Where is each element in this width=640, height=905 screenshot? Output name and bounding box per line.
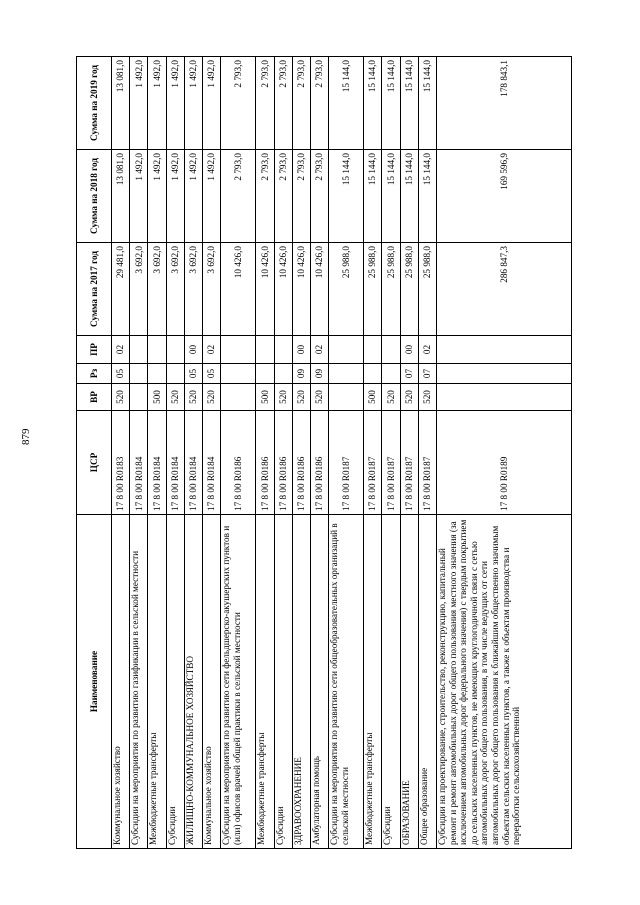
rotated-table-wrapper [76, 57, 572, 849]
cell-vr: 520 [203, 384, 221, 411]
cell-pr: 02 [311, 336, 329, 364]
cell-sum-2018: 15 144,0 [418, 150, 436, 243]
cell-sum-2017: 10 426,0 [292, 243, 310, 336]
cell-sum-2017: 3 692,0 [130, 243, 148, 336]
cell-sum-2019: 2 793,0 [311, 57, 329, 150]
cell-rz: 05 [112, 364, 130, 384]
cell-rz: 05 [203, 364, 221, 384]
cell-sum-2019: 15 144,0 [418, 57, 436, 150]
cell-sum-2017: 25 988,0 [400, 243, 418, 336]
table-row [148, 57, 166, 849]
cell-sum-2017: 25 988,0 [418, 243, 436, 336]
cell-pr [274, 336, 292, 364]
cell-rz [166, 364, 184, 384]
table-row [203, 57, 221, 849]
page-number: 879 [20, 428, 32, 445]
cell-pr [130, 336, 148, 364]
cell-sum-2018: 1 492,0 [203, 150, 221, 243]
cell-rz [130, 364, 148, 384]
cell-csr: 17 8 00 R0189 [437, 411, 572, 515]
cell-sum-2019: 15 144,0 [382, 57, 400, 150]
cell-csr: 17 8 00 R0184 [166, 411, 184, 515]
cell-rz: 09 [311, 364, 329, 384]
cell-sum-2018: 1 492,0 [130, 150, 148, 243]
cell-sum-2018: 2 793,0 [292, 150, 310, 243]
cell-rz: 05 [184, 364, 202, 384]
cell-sum-2019: 15 144,0 [364, 57, 382, 150]
cell-vr: 520 [274, 384, 292, 411]
cell-rz [437, 364, 572, 384]
cell-name: ЖИЛИЩНО-КОММУНАЛЬНОЕ ХОЗЯЙСТВО [184, 515, 202, 849]
cell-vr: 520 [382, 384, 400, 411]
table-row [329, 57, 364, 849]
cell-pr [382, 336, 400, 364]
header-sum-2017: Сумма на 2017 год [77, 243, 112, 336]
budget-table [76, 56, 572, 849]
cell-rz [274, 364, 292, 384]
cell-name: Коммунальное хозяйство [203, 515, 221, 849]
cell-pr [148, 336, 166, 364]
cell-sum-2018: 15 144,0 [329, 150, 364, 243]
cell-sum-2019: 1 492,0 [148, 57, 166, 150]
cell-sum-2017: 3 692,0 [166, 243, 184, 336]
cell-vr [221, 384, 256, 411]
cell-sum-2019: 1 492,0 [130, 57, 148, 150]
cell-vr [329, 384, 364, 411]
cell-sum-2017: 3 692,0 [203, 243, 221, 336]
cell-sum-2018: 2 793,0 [256, 150, 274, 243]
cell-csr: 17 8 00 R0186 [274, 411, 292, 515]
cell-csr: 17 8 00 R0183 [112, 411, 130, 515]
cell-sum-2018: 15 144,0 [400, 150, 418, 243]
cell-rz: 07 [400, 364, 418, 384]
table-row [112, 57, 130, 849]
cell-rz [382, 364, 400, 384]
table-row [166, 57, 184, 849]
cell-pr: 00 [184, 336, 202, 364]
cell-csr: 17 8 00 R0184 [130, 411, 148, 515]
cell-name: Субсидии [382, 515, 400, 849]
cell-sum-2019: 178 843,1 [437, 57, 572, 150]
cell-name: Межбюджетные трансферты [148, 515, 166, 849]
cell-csr: 17 8 00 R0186 [256, 411, 274, 515]
cell-name: Коммунальное хозяйство [112, 515, 130, 849]
table-row [256, 57, 274, 849]
cell-csr: 17 8 00 R0186 [292, 411, 310, 515]
cell-sum-2017: 3 692,0 [148, 243, 166, 336]
cell-sum-2019: 15 144,0 [400, 57, 418, 150]
table-body [112, 57, 572, 849]
cell-vr: 500 [148, 384, 166, 411]
cell-pr [364, 336, 382, 364]
cell-sum-2017: 3 692,0 [184, 243, 202, 336]
table-row [221, 57, 256, 849]
cell-name: Субсидии [166, 515, 184, 849]
cell-sum-2019: 2 793,0 [274, 57, 292, 150]
cell-pr [166, 336, 184, 364]
cell-vr: 520 [418, 384, 436, 411]
cell-pr [329, 336, 364, 364]
cell-sum-2017: 10 426,0 [256, 243, 274, 336]
cell-sum-2018: 1 492,0 [166, 150, 184, 243]
table-row [418, 57, 436, 849]
cell-sum-2018: 15 144,0 [364, 150, 382, 243]
header-sum-2018: Сумма на 2018 год [77, 150, 112, 243]
cell-name: ЗДРАВООХРАНЕНИЕ [292, 515, 310, 849]
header-csr: ЦСР [77, 411, 112, 515]
table-row [364, 57, 382, 849]
cell-rz [221, 364, 256, 384]
cell-sum-2017: 10 426,0 [274, 243, 292, 336]
cell-sum-2019: 1 492,0 [166, 57, 184, 150]
cell-sum-2019: 2 793,0 [256, 57, 274, 150]
header-vr: ВР [77, 384, 112, 411]
cell-sum-2018: 1 492,0 [148, 150, 166, 243]
cell-sum-2019: 2 793,0 [292, 57, 310, 150]
header-pr: ПР [77, 336, 112, 364]
cell-rz [256, 364, 274, 384]
cell-pr [437, 336, 572, 364]
cell-name: ОБРАЗОВАНИЕ [400, 515, 418, 849]
cell-sum-2017: 25 988,0 [364, 243, 382, 336]
cell-vr: 520 [311, 384, 329, 411]
table-header-row [77, 57, 112, 849]
table-row [382, 57, 400, 849]
cell-sum-2018: 2 793,0 [274, 150, 292, 243]
table-row [292, 57, 310, 849]
cell-csr: 17 8 00 R0184 [184, 411, 202, 515]
cell-vr: 500 [256, 384, 274, 411]
cell-name: Межбюджетные трансферты [256, 515, 274, 849]
cell-name: Субсидии [274, 515, 292, 849]
table-row [130, 57, 148, 849]
cell-sum-2018: 1 492,0 [184, 150, 202, 243]
cell-csr: 17 8 00 R0187 [329, 411, 364, 515]
cell-sum-2019: 13 081,0 [112, 57, 130, 150]
cell-rz [329, 364, 364, 384]
table-row [400, 57, 418, 849]
cell-rz [364, 364, 382, 384]
cell-sum-2017: 10 426,0 [221, 243, 256, 336]
cell-csr: 17 8 00 R0187 [364, 411, 382, 515]
cell-sum-2017: 286 847,3 [437, 243, 572, 336]
cell-rz: 07 [418, 364, 436, 384]
cell-vr: 520 [292, 384, 310, 411]
cell-sum-2018: 13 081,0 [112, 150, 130, 243]
table-row [437, 57, 572, 849]
cell-sum-2019: 1 492,0 [184, 57, 202, 150]
cell-csr: 17 8 00 R0187 [400, 411, 418, 515]
header-sum-2019: Сумма на 2019 год [77, 57, 112, 150]
table-row [274, 57, 292, 849]
cell-name: Амбулаторная помощь [311, 515, 329, 849]
cell-csr: 17 8 00 R0186 [221, 411, 256, 515]
cell-name: Субсидии на мероприятия по развитию сети общеобразовательных организаций в сельской местности [329, 515, 364, 849]
cell-pr: 00 [400, 336, 418, 364]
cell-sum-2019: 2 793,0 [221, 57, 256, 150]
cell-sum-2018: 169 596,9 [437, 150, 572, 243]
cell-sum-2018: 15 144,0 [382, 150, 400, 243]
cell-csr: 17 8 00 R0187 [418, 411, 436, 515]
cell-vr: 520 [184, 384, 202, 411]
cell-name: Межбюджетные трансферты [364, 515, 382, 849]
cell-sum-2019: 15 144,0 [329, 57, 364, 150]
cell-vr: 520 [112, 384, 130, 411]
cell-name: Субсидии на мероприятия по развитию газификации в сельской местности [130, 515, 148, 849]
header-rz: Рз [77, 364, 112, 384]
cell-name: Субсидии на проектирование, строительство, реконструкцию, капитальный ремонт и ремонт автомобильных дорог общего пользования местного значения (за исключением автомобильных дорог федерального значения) с твердым покрытием до сельских населенных пунктов, не имеющих круглогодичной связи с сетью автомобильных дорог общего пользования, в том числе ведущих от сети автомобильных дорог общего пользования к ближайшим общественно значимым объектам сельских населенных пунктов, а также к объектам производства и переработки сельскохозяйственной [437, 515, 572, 849]
cell-vr: 520 [400, 384, 418, 411]
cell-sum-2017: 29 481,0 [112, 243, 130, 336]
cell-pr: 02 [203, 336, 221, 364]
cell-sum-2018: 2 793,0 [221, 150, 256, 243]
table-row [184, 57, 202, 849]
cell-name: Общее образование [418, 515, 436, 849]
cell-rz: 09 [292, 364, 310, 384]
cell-rz [148, 364, 166, 384]
cell-csr: 17 8 00 R0184 [148, 411, 166, 515]
cell-csr: 17 8 00 R0187 [382, 411, 400, 515]
cell-sum-2017: 25 988,0 [329, 243, 364, 336]
cell-sum-2019: 1 492,0 [203, 57, 221, 150]
cell-vr: 520 [166, 384, 184, 411]
cell-sum-2017: 10 426,0 [311, 243, 329, 336]
cell-sum-2018: 2 793,0 [311, 150, 329, 243]
cell-csr: 17 8 00 R0184 [203, 411, 221, 515]
cell-pr [221, 336, 256, 364]
table-row [311, 57, 329, 849]
cell-vr [437, 384, 572, 411]
cell-pr: 02 [418, 336, 436, 364]
cell-pr: 02 [112, 336, 130, 364]
header-name: Наименование [77, 515, 112, 849]
cell-csr: 17 8 00 R0186 [311, 411, 329, 515]
cell-vr [130, 384, 148, 411]
cell-name: Субсидии на мероприятия по развитию сети фельдшерско-акушерских пунктов и (или) офисов врачей общей практики в сельской местности [221, 515, 256, 849]
cell-pr [256, 336, 274, 364]
cell-sum-2017: 25 988,0 [382, 243, 400, 336]
cell-vr: 500 [364, 384, 382, 411]
cell-pr: 00 [292, 336, 310, 364]
